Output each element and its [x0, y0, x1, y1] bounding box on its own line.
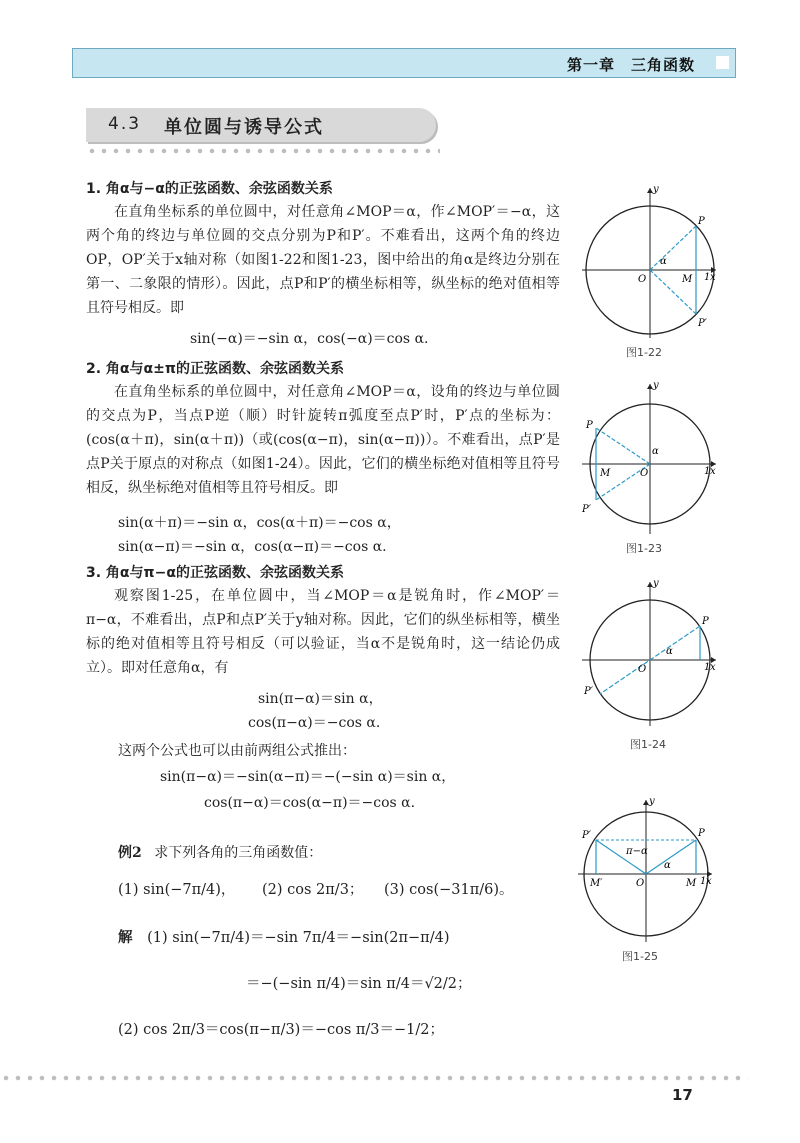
example-heading — [118, 842, 322, 862]
terminal-side-op — [650, 226, 696, 270]
terminal-side-op — [596, 428, 650, 464]
part2-paragraph: 在直角坐标系的单位圆中，对任意角∠MOP＝α，设角的终边与单位圆的交点为P，当点P逆（顺）时针旋转π弧度至点P′时，P′点的坐标为：(cos(α＋π)，sin(α＋π))（或(cos(α−π)，sin(α−π))）。不难看出，点P′是点P关于原点的对称点（如图1-24）。因此，它们的横坐标绝对值相等且符号相反，纵坐标绝对值相等且符号相反。即 — [86, 384, 560, 496]
fig3-label-o: O — [638, 664, 647, 675]
part3-note: 这两个公式也可以由前两组公式推出： — [118, 743, 356, 759]
fig2-label-alpha: α — [652, 446, 659, 457]
part1-heading: 1. 角α与−α的正弦函数、余弦函数关系 — [86, 181, 333, 197]
fig3-label-y: y — [653, 578, 659, 589]
fig4-label-m: M — [686, 878, 697, 889]
section-number: 4.3 — [108, 114, 142, 134]
fig2-label-y: y — [653, 380, 659, 391]
figure-1-24 — [580, 578, 720, 728]
example-label: 例2 — [118, 845, 142, 861]
terminal-side-op — [646, 840, 696, 874]
fig1-label-alpha: α — [660, 256, 667, 267]
fig2-label-p-prime: P′ — [582, 504, 591, 515]
solution-1a: (1) sin(−7π/4)＝−sin 7π/4＝−sin(2π−π/4) — [147, 930, 450, 946]
chapter-header-bar — [72, 48, 736, 78]
example-question-2: (2) cos 2π/3； — [262, 882, 364, 898]
example-prompt: 求下列各角的三角函数值： — [154, 845, 323, 861]
fig4-label-1: 1 — [700, 876, 707, 887]
solution-line-1 — [118, 926, 449, 947]
fig4-label-m-prime: M′ — [590, 878, 603, 889]
fig3-label-alpha: α — [666, 646, 673, 657]
solution-label: 解 — [118, 929, 133, 946]
figure-1-25 — [576, 796, 716, 946]
part3-paragraph: 观察图1-25，在单位圆中，当∠MOP＝α是锐角时，作∠MOP′＝π−α，不难看出，点P和点P′关于y轴对称。因此，它们的纵坐标相等，横坐标的绝对值相等且符号相反（可以验证，当α不是锐角时，这一结论仍成立）。即对任意角α，有 — [86, 588, 560, 676]
fig3-label-1: 1 — [704, 662, 711, 673]
fig4-label-x: x — [706, 876, 712, 887]
fig4-label-alpha: α — [664, 860, 671, 871]
section-title: 单位圆与诱导公式 — [164, 117, 324, 138]
part3-derivation-1: sin(π−α)＝−sin(α−π)＝−(−sin α)＝sin α， — [160, 769, 456, 785]
fig2-label-o: O — [640, 468, 649, 479]
section-banner — [86, 108, 436, 142]
example-question-3: (3) cos(−31π/6)。 — [384, 882, 514, 898]
fig3-label-x: x — [710, 662, 716, 673]
fig1-label-y: y — [653, 184, 659, 195]
example-question-1: (1) sin(−7π/4)， — [118, 882, 236, 898]
part3-derivation-2: cos(π−α)＝cos(α−π)＝−cos α. — [204, 795, 416, 811]
figure-1-25-caption: 图1-25 — [622, 950, 658, 963]
page-number: 17 — [672, 1086, 693, 1104]
fig2-label-m: M — [600, 468, 611, 479]
section-divider — [86, 148, 440, 154]
fig3-label-p-prime: P′ — [584, 686, 593, 697]
fig3-label-p: P — [702, 616, 709, 627]
footer-divider — [0, 1075, 748, 1081]
figure-1-23 — [580, 378, 720, 538]
fig1-label-m: M — [682, 274, 693, 285]
figure-1-23-caption: 图1-23 — [626, 542, 662, 555]
fig4-label-y: y — [649, 796, 655, 807]
figure-1-24-caption: 图1-24 — [630, 738, 666, 751]
part1-paragraph: 在直角坐标系的单位圆中，对任意角∠MOP＝α，作∠MOP′＝−α，这两个角的终边与单位圆的交点分别为P和P′。不难看出，这两个角的终边OP，OP′关于x轴对称（如图1-22和图1-23，图中给出的角α是终边分别在第一、二象限的情形）。因此，点P和P′的横坐标相等，纵坐标的绝对值相等且符号相反。即 — [86, 204, 560, 316]
fig4-label-o: O — [636, 878, 645, 889]
part2-formula-2: sin(α−π)＝−sin α，cos(α−π)＝−cos α. — [118, 539, 387, 555]
fig2-label-x: x — [710, 466, 716, 477]
part3-formula-2: cos(π−α)＝−cos α. — [248, 715, 381, 731]
figure-1-22 — [580, 180, 720, 340]
part3-heading: 3. 角α与π−α的正弦函数、余弦函数关系 — [86, 565, 344, 581]
solution-line-1b: ＝−(−sin π/4)＝sin π/4＝√2/2； — [246, 976, 472, 992]
fig1-label-x: x — [710, 272, 716, 283]
fig4-label-pi-minus-alpha: π−α — [626, 846, 648, 857]
fig4-label-p: P — [698, 828, 705, 839]
fig4-label-p-prime: P′ — [582, 830, 591, 841]
fig1-label-o: O — [638, 274, 647, 285]
fig1-label-1: 1 — [704, 272, 711, 283]
part3-formula-1: sin(π−α)＝sin α， — [258, 691, 383, 707]
figure-1-22-caption: 图1-22 — [626, 346, 662, 359]
header-decoration — [716, 56, 729, 69]
fig2-label-1: 1 — [704, 466, 711, 477]
fig2-label-p: P — [586, 420, 593, 431]
chapter-title: 第一章 三角函数 — [566, 56, 695, 74]
part2-formula-1: sin(α＋π)＝−sin α，cos(α＋π)＝−cos α， — [118, 515, 401, 531]
fig1-label-p: P — [698, 216, 705, 227]
solution-line-2: (2) cos 2π/3＝cos(π−π/3)＝−cos π/3＝−1/2； — [118, 1022, 445, 1038]
part1-formula: sin(−α)＝−sin α，cos(−α)＝cos α. — [190, 331, 429, 347]
fig1-label-p-prime: P′ — [698, 318, 707, 329]
part2-heading: 2. 角α与α±π的正弦函数、余弦函数关系 — [86, 361, 344, 377]
